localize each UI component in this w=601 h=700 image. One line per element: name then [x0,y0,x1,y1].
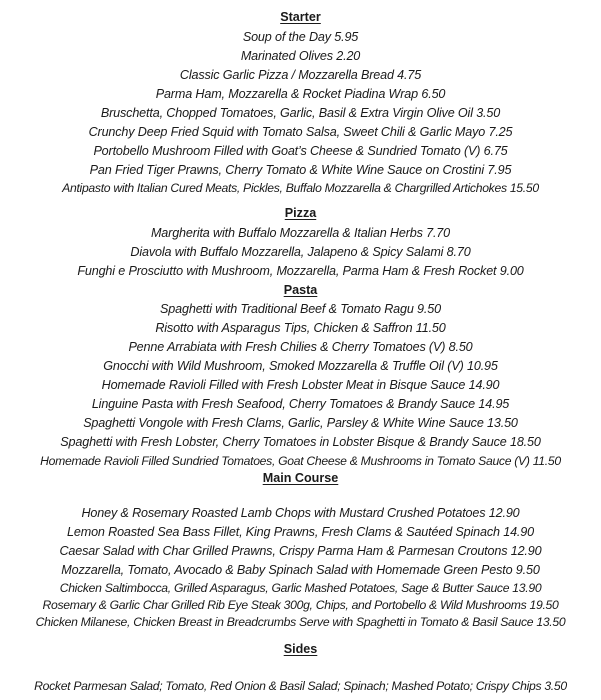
menu-item: Mozzarella, Tomato, Avocado & Baby Spinach Salad with Homemade Green Pesto 9.50 [61,563,540,577]
menu-item: Chicken Saltimbocca, Grilled Asparagus, Garlic Mashed Potatoes, Sage & Butter Sauce 13.90 [59,581,542,595]
menu-item: Antipasto with Italian Cured Meats, Pickles, Buffalo Mozzarella & Chargrilled Artichokes 15.50 [62,181,539,195]
section-heading-main-course [0,470,601,486]
menu-item: Chicken Milanese, Chicken Breast in Breadcrumbs Serve with Spaghetti in Tomato & Basil Sauce 13.50 [35,615,566,629]
section-heading-pasta [0,282,601,298]
menu-item: Parma Ham, Mozzarella & Rocket Piadina Wrap 6.50 [155,87,446,101]
menu-item: Marinated Olives 2.20 [240,49,361,63]
menu-item: Margherita with Buffalo Mozzarella & Italian Herbs 7.70 [150,226,451,240]
menu-item: Penne Arrabiata with Fresh Chilies & Cherry Tomatoes (V) 8.50 [128,340,473,354]
menu-item: Homemade Ravioli Filled Sundried Tomatoes, Goat Cheese & Mushrooms in Tomato Sauce (V) 11.50 [40,454,561,468]
menu-item: Classic Garlic Pizza / Mozzarella Bread 4.75 [179,68,422,82]
menu-item: Lemon Roasted Sea Bass Fillet, King Prawns, Fresh Clams & Sautéed Spinach 14.90 [67,525,534,539]
menu-item: Spaghetti with Traditional Beef & Tomato Ragu 9.50 [160,302,441,316]
menu-item: Homemade Ravioli Filled with Fresh Lobster Meat in Bisque Sauce 14.90 [101,378,500,392]
menu-item: Spaghetti with Fresh Lobster, Cherry Tomatoes in Lobster Bisque & Brandy Sauce 18.50 [60,435,541,449]
menu-item: Risotto with Asparagus Tips, Chicken & Saffron 11.50 [155,321,446,335]
menu-item: Caesar Salad with Char Grilled Prawns, Crispy Parma Ham & Parmesan Croutons 12.90 [59,544,542,558]
menu-item: Crunchy Deep Fried Squid with Tomato Salsa, Sweet Chili & Garlic Mayo 7.25 [88,125,513,139]
section-heading-pizza [0,205,601,221]
menu-item: Rocket Parmesan Salad; Tomato, Red Onion & Basil Salad; Spinach; Mashed Potato; Crispy Chips 3.50 [34,679,567,693]
pasta-title: Pasta [283,283,318,297]
section-heading-sides [0,641,601,657]
section-heading-starter [0,9,601,25]
menu-item: Rosemary & Garlic Char Grilled Rib Eye Steak 300g, Chips, and Portobello & Wild Mushrooms 19.50 [42,598,559,612]
starter-title: Starter [280,10,321,24]
menu-item: Gnocchi with Wild Mushroom, Smoked Mozzarella & Truffle Oil (V) 10.95 [103,359,498,373]
menu-item: Pan Fried Tiger Prawns, Cherry Tomato & White Wine Sauce on Crostini 7.95 [89,163,512,177]
menu-item: Funghi e Prosciutto with Mushroom, Mozzarella, Parma Ham & Fresh Rocket 9.00 [77,264,524,278]
menu-item: Bruschetta, Chopped Tomatoes, Garlic, Basil & Extra Virgin Olive Oil 3.50 [100,106,501,120]
menu-item: Soup of the Day 5.95 [242,30,359,44]
pizza-title: Pizza [284,206,317,220]
menu-item: Honey & Rosemary Roasted Lamb Chops with Mustard Crushed Potatoes 12.90 [81,506,520,520]
main-course-title: Main Course [262,471,339,485]
sides-title: Sides [283,642,318,656]
menu-item: Portobello Mushroom Filled with Goat’s Cheese & Sundried Tomato (V) 6.75 [93,144,508,158]
menu-item: Linguine Pasta with Fresh Seafood, Cherry Tomatoes & Brandy Sauce 14.95 [91,397,510,411]
menu-item: Spaghetti Vongole with Fresh Clams, Garlic, Parsley & White Wine Sauce 13.50 [83,416,518,430]
menu-item: Diavola with Buffalo Mozzarella, Jalapeno & Spicy Salami 8.70 [130,245,471,259]
